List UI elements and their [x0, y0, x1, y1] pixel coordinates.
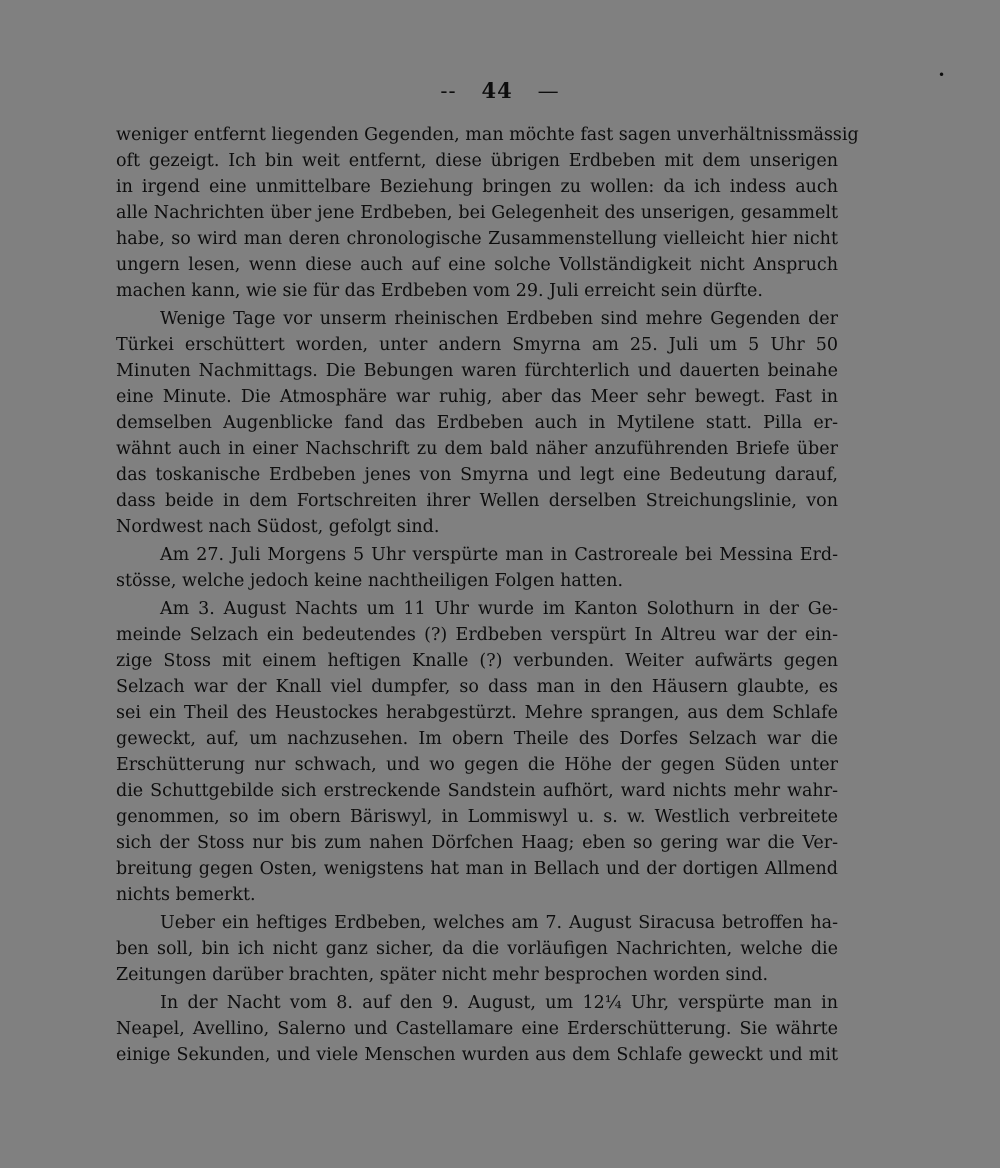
- text-line: sei ein Theil des Heustockes herabgestürzt. Mehre sprangen, aus dem Schlafe: [116, 703, 838, 723]
- text-line: Am 3. August Nachts um 11 Uhr wurde im Kanton Solothurn in der Ge-: [160, 599, 838, 619]
- text-line: das toskanische Erdbeben jenes von Smyrna und legt eine Bedeutung darauf,: [116, 465, 838, 485]
- text-line: Neapel, Avellino, Salerno und Castellamare eine Erderschütterung. Sie währte: [116, 1019, 838, 1039]
- text-line: zige Stoss mit einem heftigen Knalle (?) verbunden. Weiter aufwärts gegen: [116, 651, 838, 671]
- text-line: sich der Stoss nur bis zum nahen Dörfchen Haag; eben so gering war die Ver-: [116, 833, 838, 853]
- body-text: [116, 122, 859, 1068]
- text-line: machen kann, wie sie für das Erdbeben vom 29. Juli erreicht sein dürfte.: [116, 281, 763, 301]
- text-line: Minuten Nachmittags. Die Bebungen waren fürchterlich und dauerten beinahe: [116, 361, 838, 381]
- text-line: alle Nachrichten über jene Erdbeben, bei Gelegenheit des unserigen, gesammelt: [116, 203, 838, 223]
- paragraph: [116, 910, 838, 988]
- text-line: in irgend eine unmittelbare Beziehung bringen zu wollen: da ich indess auch: [116, 177, 838, 197]
- page-number-dash-right: —: [537, 79, 560, 103]
- paragraph: [116, 122, 859, 304]
- text-line: Ueber ein heftiges Erdbeben, welches am 7. August Siracusa betroffen ha-: [160, 913, 838, 933]
- page-number-dash-left: --: [440, 79, 457, 103]
- text-line: breitung gegen Osten, wenigstens hat man in Bellach und der dortigen Allmend: [116, 859, 838, 879]
- text-line: geweckt, auf, um nachzusehen. Im obern Theile des Dorfes Selzach war die: [116, 729, 838, 749]
- text-line: ungern lesen, wenn diese auch auf eine solche Vollständigkeit nicht Anspruch: [116, 255, 838, 275]
- text-line: stösse, welche jedoch keine nachtheiligen Folgen hatten.: [116, 571, 624, 591]
- paragraph: [116, 306, 838, 540]
- text-line: meinde Selzach ein bedeutendes (?) Erdbeben verspürt In Altreu war der ein-: [116, 625, 838, 645]
- text-line: Zeitungen darüber brachten, später nicht mehr besprochen worden sind.: [116, 965, 769, 985]
- text-line: ben soll, bin ich nicht ganz sicher, da die vorläufigen Nachrichten, welche die: [116, 939, 838, 959]
- text-line: Am 27. Juli Morgens 5 Uhr verspürte man in Castroreale bei Messina Erd-: [160, 545, 838, 565]
- text-line: einige Sekunden, und viele Menschen wurden aus dem Schlafe geweckt und mit: [116, 1045, 838, 1065]
- page-number: 44: [481, 78, 513, 103]
- text-line: eine Minute. Die Atmosphäre war ruhig, aber das Meer sehr bewegt. Fast in: [116, 387, 838, 407]
- text-line: Selzach war der Knall viel dumpfer, so dass man in den Häusern glaubte, es: [116, 677, 838, 697]
- text-line: genommen, so im obern Bäriswyl, in Lommiswyl u. s. w. Westlich verbreitete: [116, 807, 838, 827]
- paragraph: [116, 542, 838, 594]
- text-line: die Schuttgebilde sich erstreckende Sandstein aufhört, ward nichts mehr wahr-: [116, 781, 838, 801]
- page-number-header: [0, 78, 1000, 103]
- text-line: Erschütterung nur schwach, und wo gegen die Höhe der gegen Süden unter: [116, 755, 838, 775]
- text-line: weniger entfernt liegenden Gegenden, man möchte fast sagen unverhältnissmässig: [116, 125, 859, 145]
- text-line: demselben Augenblicke fand das Erdbeben auch in Mytilene statt. Pilla er-: [116, 413, 838, 433]
- text-line: oft gezeigt. Ich bin weit entfernt, diese übrigen Erdbeben mit dem unserigen: [116, 151, 838, 171]
- paragraph: [116, 990, 838, 1068]
- text-line: Wenige Tage vor unserm rheinischen Erdbeben sind mehre Gegenden der: [160, 309, 838, 329]
- text-line: Türkei erschüttert worden, unter andern Smyrna am 25. Juli um 5 Uhr 50: [116, 335, 838, 355]
- text-line: wähnt auch in einer Nachschrift zu dem bald näher anzuführenden Briefe über: [116, 439, 838, 459]
- text-line: dass beide in dem Fortschreiten ihrer Wellen derselben Streichungslinie, von: [116, 491, 838, 511]
- text-line: Nordwest nach Südost, gefolgt sind.: [116, 517, 440, 537]
- text-line: nichts bemerkt.: [116, 885, 256, 905]
- margin-mark: •: [938, 68, 946, 82]
- text-line: In der Nacht vom 8. auf den 9. August, um 12¼ Uhr, verspürte man in: [160, 993, 838, 1013]
- text-line: habe, so wird man deren chronologische Zusammenstellung vielleicht hier nicht: [116, 229, 838, 249]
- paragraph: [116, 596, 838, 908]
